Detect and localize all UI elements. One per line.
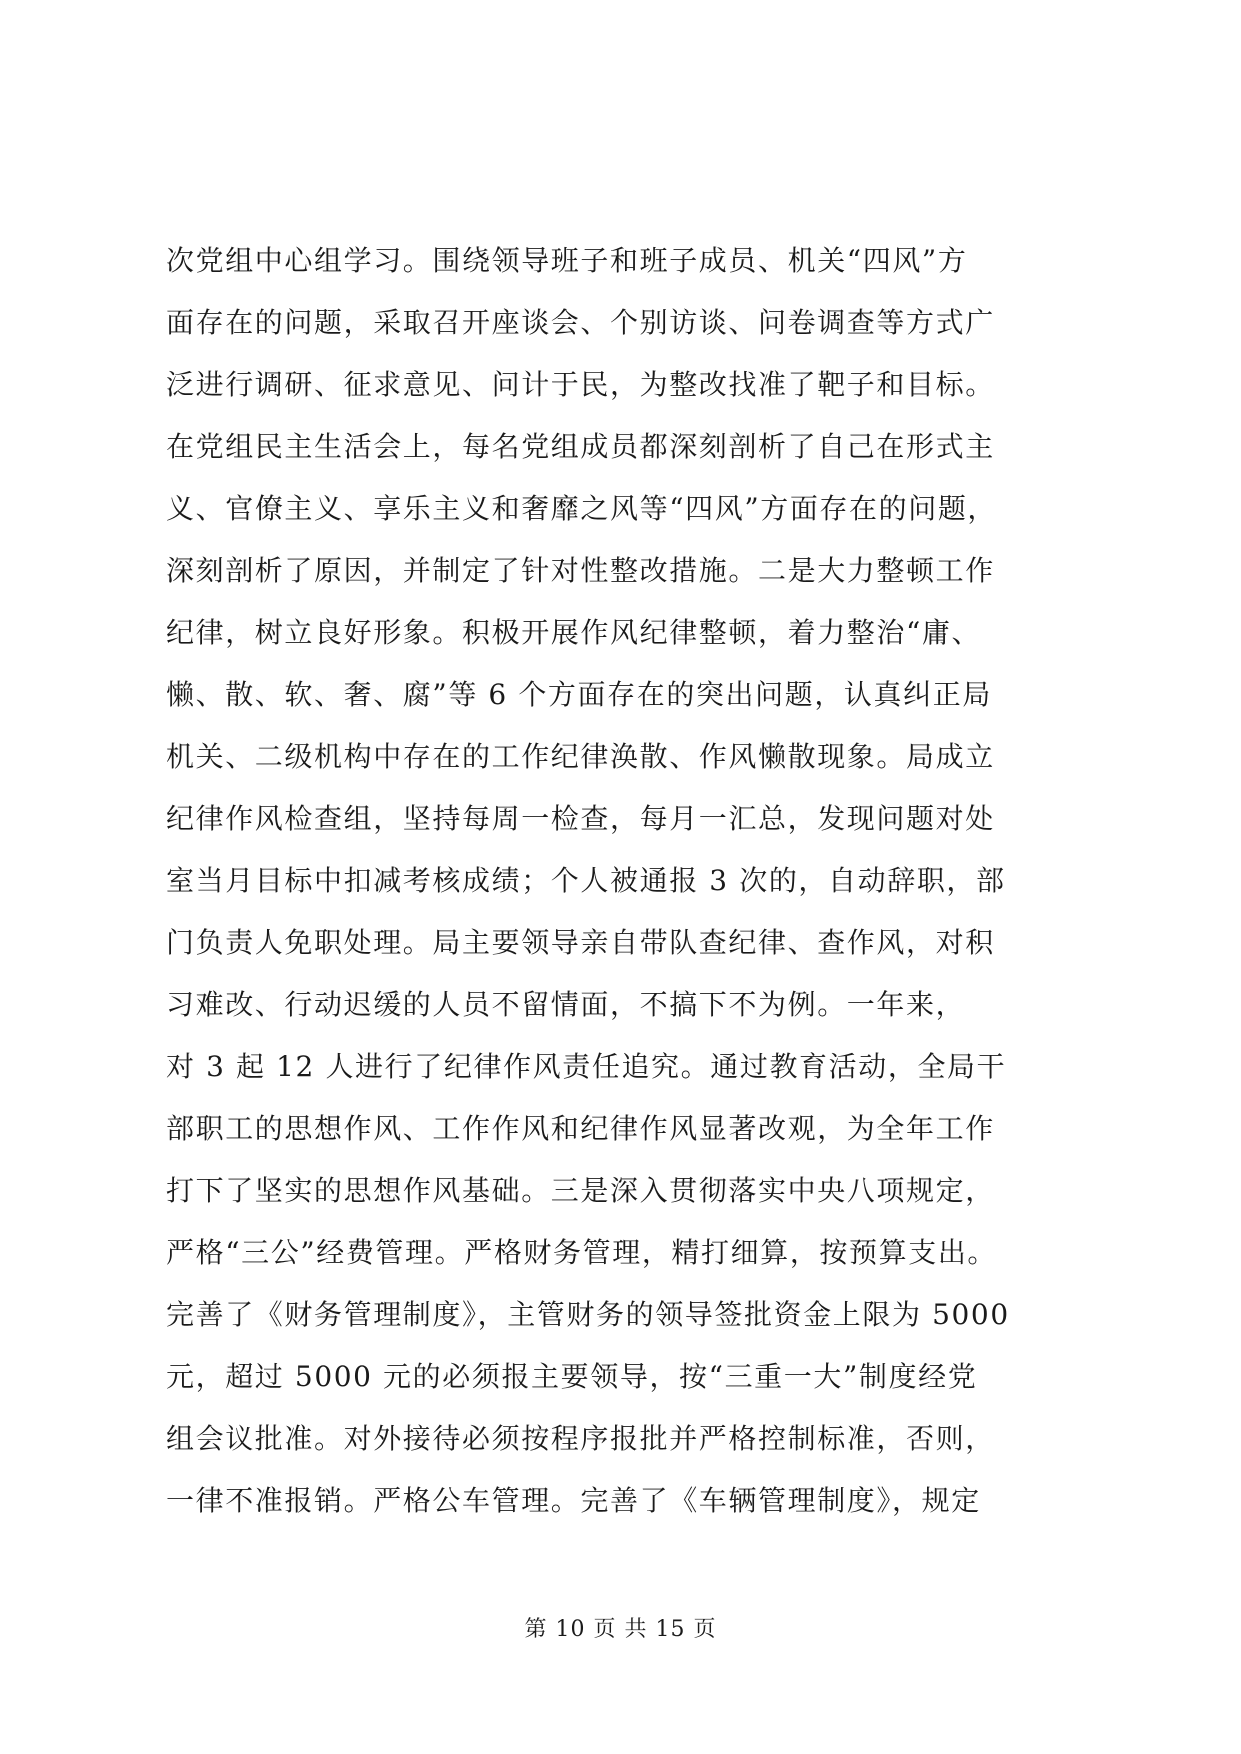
text-line: 深刻剖析了原因，并制定了针对性整改措施。二是大力整顿工作 [166,554,995,587]
text-line: 懒、散、软、奢、腐”等 6 个方面存在的突出问题，认真纠正局 [166,678,992,711]
text-line: 元，超过 5000 元的必须报主要领导，按“三重一大”制度经党 [166,1360,978,1393]
text-line: 打下了坚实的思想作风基础。三是深入贯彻落实中央八项规定， [166,1174,995,1207]
text-line: 组会议批准。对外接待必须按程序报批并严格控制标准，否则， [166,1422,995,1455]
text-line: 在党组民主生活会上，每名党组成员都深刻剖析了自己在形式主 [166,430,995,463]
text-line: 习难改、行动迟缓的人员不留情面，不搞下不为例。一年来， [166,988,966,1021]
text-line: 门负责人免职处理。局主要领导亲自带队查纪律、查作风，对积 [166,926,995,959]
text-line: 纪律作风检查组，坚持每周一检查，每月一汇总，发现问题对处 [166,802,995,835]
text-line: 义、官僚主义、享乐主义和奢靡之风等“四风”方面存在的问题， [166,492,998,525]
text-line: 纪律，树立良好形象。积极开展作风纪律整顿，着力整治“庸、 [166,616,982,649]
text-line: 面存在的问题，采取召开座谈会、个别访谈、问卷调查等方式广 [166,306,995,339]
text-line: 次党组中心组学习。围绕领导班子和班子成员、机关“四风”方 [166,244,968,277]
text-line: 完善了《财务管理制度》，主管财务的领导签批资金上限为 5000 [166,1298,1010,1331]
body-text [166,230,1086,1532]
text-line: 机关、二级机构中存在的工作纪律涣散、作风懒散现象。局成立 [166,740,995,773]
text-line: 一律不准报销。严格公车管理。完善了《车辆管理制度》，规定 [166,1484,981,1517]
text-line: 部职工的思想作风、工作作风和纪律作风显著改观，为全年工作 [166,1112,995,1145]
text-line: 室当月目标中扣减考核成绩；个人被通报 3 次的，自动辞职，部 [166,864,1006,897]
text-line: 泛进行调研、征求意见、问计于民，为整改找准了靶子和目标。 [166,368,995,401]
page-number-footer: 第 10 页 共 15 页 [524,1617,717,1642]
text-line: 对 3 起 12 人进行了纪律作风责任追究。通过教育活动，全局干 [166,1050,1007,1083]
text-line: 严格“三公”经费管理。严格财务管理，精打细算，按预算支出。 [166,1236,998,1269]
